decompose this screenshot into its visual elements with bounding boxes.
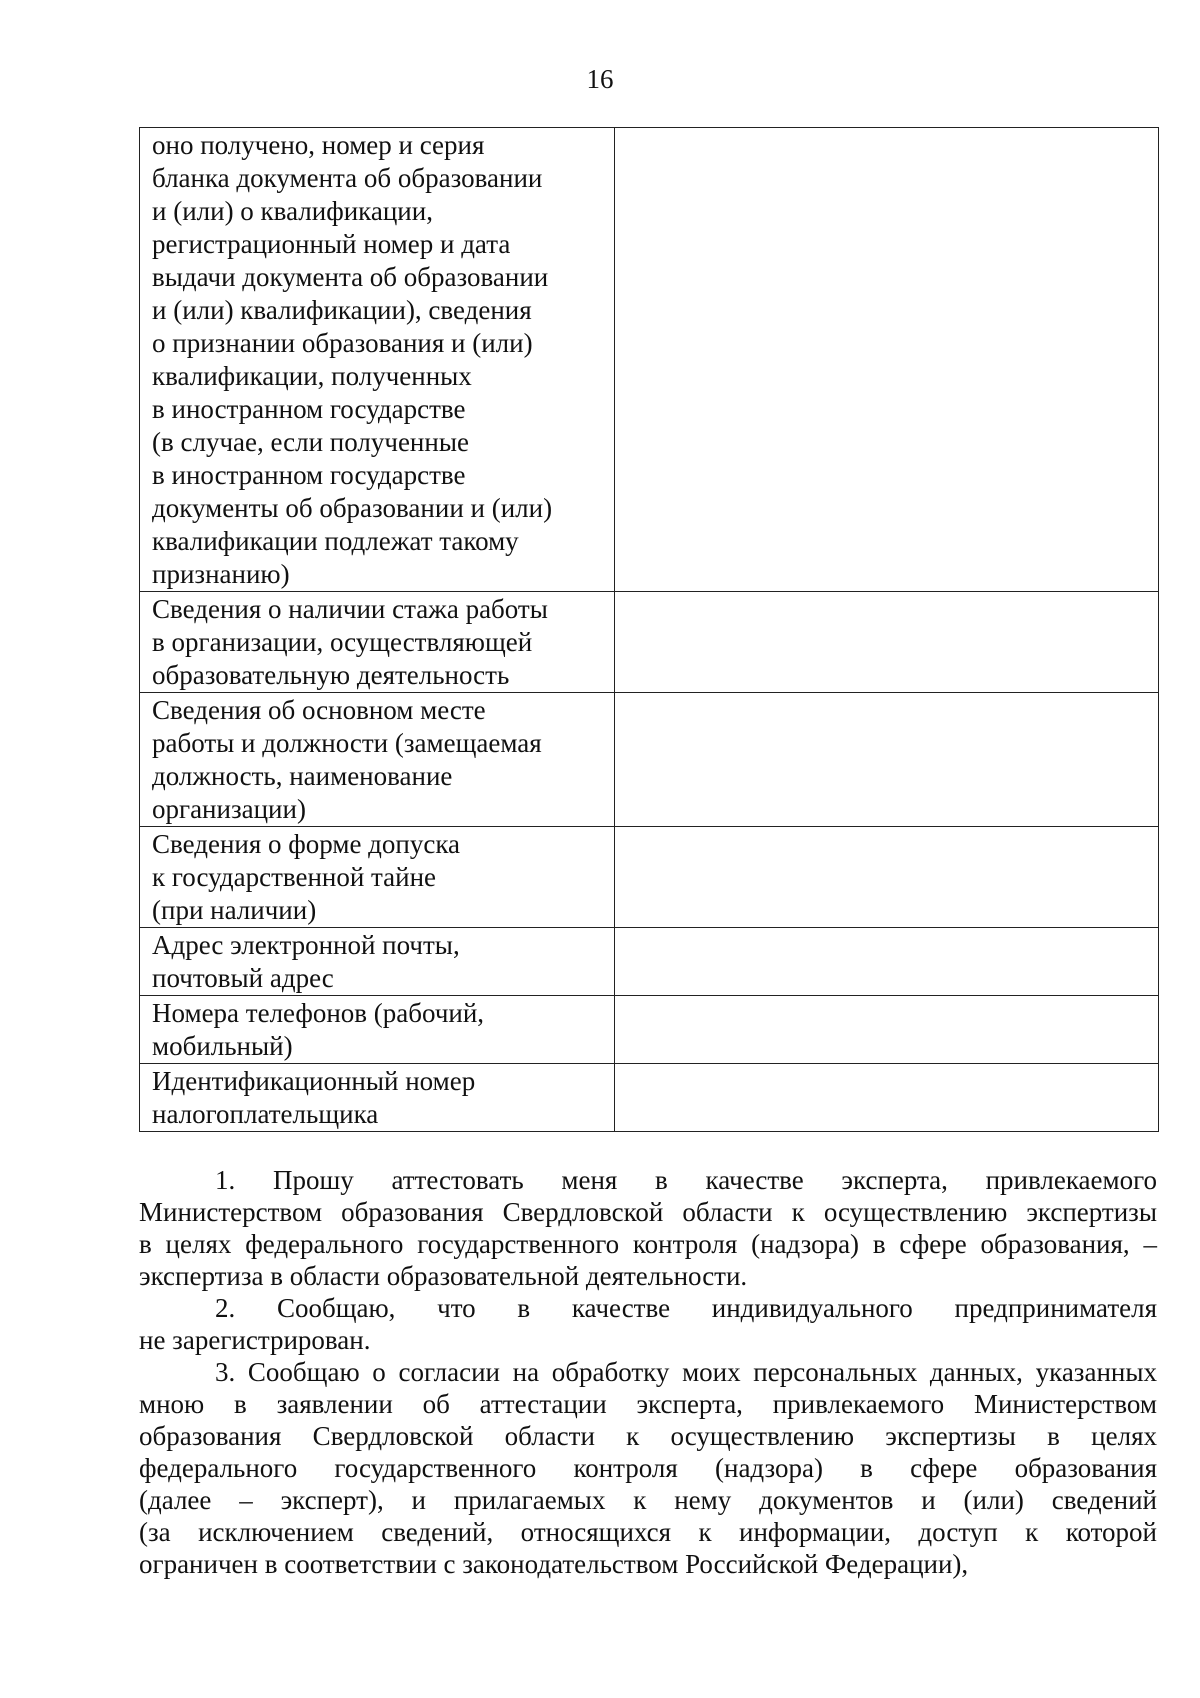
field-label xyxy=(140,827,615,928)
field-label-line: (в случае, если полученные xyxy=(152,427,469,457)
field-label-line: оно получено, номер и серия xyxy=(152,130,485,160)
field-label-line: Идентификационный номер xyxy=(152,1066,476,1096)
field-label-line: квалификации, полученных xyxy=(152,361,472,391)
field-label-line: Сведения о наличии стажа работы xyxy=(152,594,548,624)
paragraph-line: в целях федерального государственного контроля (надзора) в сфере образования, – xyxy=(139,1229,1157,1259)
field-label-line: бланка документа об образовании xyxy=(152,163,543,193)
table-row xyxy=(140,592,1159,693)
field-label-line: признанию) xyxy=(152,559,290,589)
paragraph-line: мною в заявлении об аттестации эксперта, привлекаемого Министерством xyxy=(139,1389,1157,1419)
paragraph-line: федерального государственного контроля (надзора) в сфере образования xyxy=(139,1453,1157,1483)
field-label xyxy=(140,128,615,592)
field-value[interactable] xyxy=(615,592,1159,693)
page-number: 16 xyxy=(586,64,614,94)
paragraph-2 xyxy=(139,1292,1157,1356)
table-row xyxy=(140,996,1159,1064)
field-label-line: (при наличии) xyxy=(152,895,317,925)
table-row xyxy=(140,928,1159,996)
field-label-line: в иностранном государстве xyxy=(152,394,466,424)
paragraph-line: (за исключением сведений, относящихся к информации, доступ к которой xyxy=(139,1517,1157,1547)
field-label xyxy=(140,1064,615,1132)
field-label-line: почтовый адрес xyxy=(152,963,334,993)
field-label-line: должность, наименование xyxy=(152,761,453,791)
table-row xyxy=(140,693,1159,827)
paragraph-line: 3. Сообщаю о согласии на обработку моих персональных данных, указанных xyxy=(215,1357,1157,1387)
field-value[interactable] xyxy=(615,1064,1159,1132)
body-text xyxy=(139,1164,1157,1580)
field-label-line: организации) xyxy=(152,794,306,824)
paragraph-line: экспертиза в области образовательной деятельности. xyxy=(139,1261,748,1291)
field-label-line: квалификации подлежат такому xyxy=(152,526,519,556)
field-label-line: мобильный) xyxy=(152,1031,293,1061)
field-value[interactable] xyxy=(615,693,1159,827)
field-value[interactable] xyxy=(615,827,1159,928)
paragraph-line: образования Свердловской области к осуществлению экспертизы в целях xyxy=(139,1421,1157,1451)
field-label xyxy=(140,928,615,996)
field-label-line: образовательную деятельность xyxy=(152,660,510,690)
field-label-line: Номера телефонов (рабочий, xyxy=(152,998,485,1028)
field-label-line: работы и должности (замещаемая xyxy=(152,728,542,758)
paragraph-line: Министерством образования Свердловской области к осуществлению экспертизы xyxy=(139,1197,1157,1227)
field-label-line: Адрес электронной почты, xyxy=(152,930,460,960)
paragraph-line: 2. Сообщаю, что в качестве индивидуального предпринимателя xyxy=(215,1293,1157,1323)
field-label-line: в организации, осуществляющей xyxy=(152,627,533,657)
table-row xyxy=(140,1064,1159,1132)
field-label-line: выдачи документа об образовании xyxy=(152,262,549,292)
field-value[interactable] xyxy=(615,928,1159,996)
application-form-table xyxy=(139,127,1159,1132)
field-label xyxy=(140,592,615,693)
field-label-line: в иностранном государстве xyxy=(152,460,466,490)
table-row xyxy=(140,827,1159,928)
field-label-line: о признании образования и (или) xyxy=(152,328,533,358)
field-value[interactable] xyxy=(615,128,1159,592)
field-label-line: и (или) о квалификации, xyxy=(152,196,433,226)
field-label-line: и (или) квалификации), сведения xyxy=(152,295,532,325)
field-label-line: документы об образовании и (или) xyxy=(152,493,553,523)
paragraph-line: 1. Прошу аттестовать меня в качестве эксперта, привлекаемого xyxy=(215,1165,1157,1195)
field-label xyxy=(140,693,615,827)
paragraph-line: (далее – эксперт), и прилагаемых к нему документов и (или) сведений xyxy=(139,1485,1157,1515)
field-label xyxy=(140,996,615,1064)
field-label-line: к государственной тайне xyxy=(152,862,437,892)
paragraph-line: не зарегистрирован. xyxy=(139,1325,371,1355)
paragraph-1 xyxy=(139,1164,1157,1292)
paragraph-line: ограничен в соответствии с законодательством Российской Федерации), xyxy=(139,1549,969,1579)
field-label-line: Сведения об основном месте xyxy=(152,695,486,725)
field-label-line: налогоплательщика xyxy=(152,1099,379,1129)
field-value[interactable] xyxy=(615,996,1159,1064)
field-label-line: регистрационный номер и дата xyxy=(152,229,511,259)
table-row xyxy=(140,128,1159,592)
field-label-line: Сведения о форме допуска xyxy=(152,829,461,859)
paragraph-3 xyxy=(139,1356,1157,1580)
